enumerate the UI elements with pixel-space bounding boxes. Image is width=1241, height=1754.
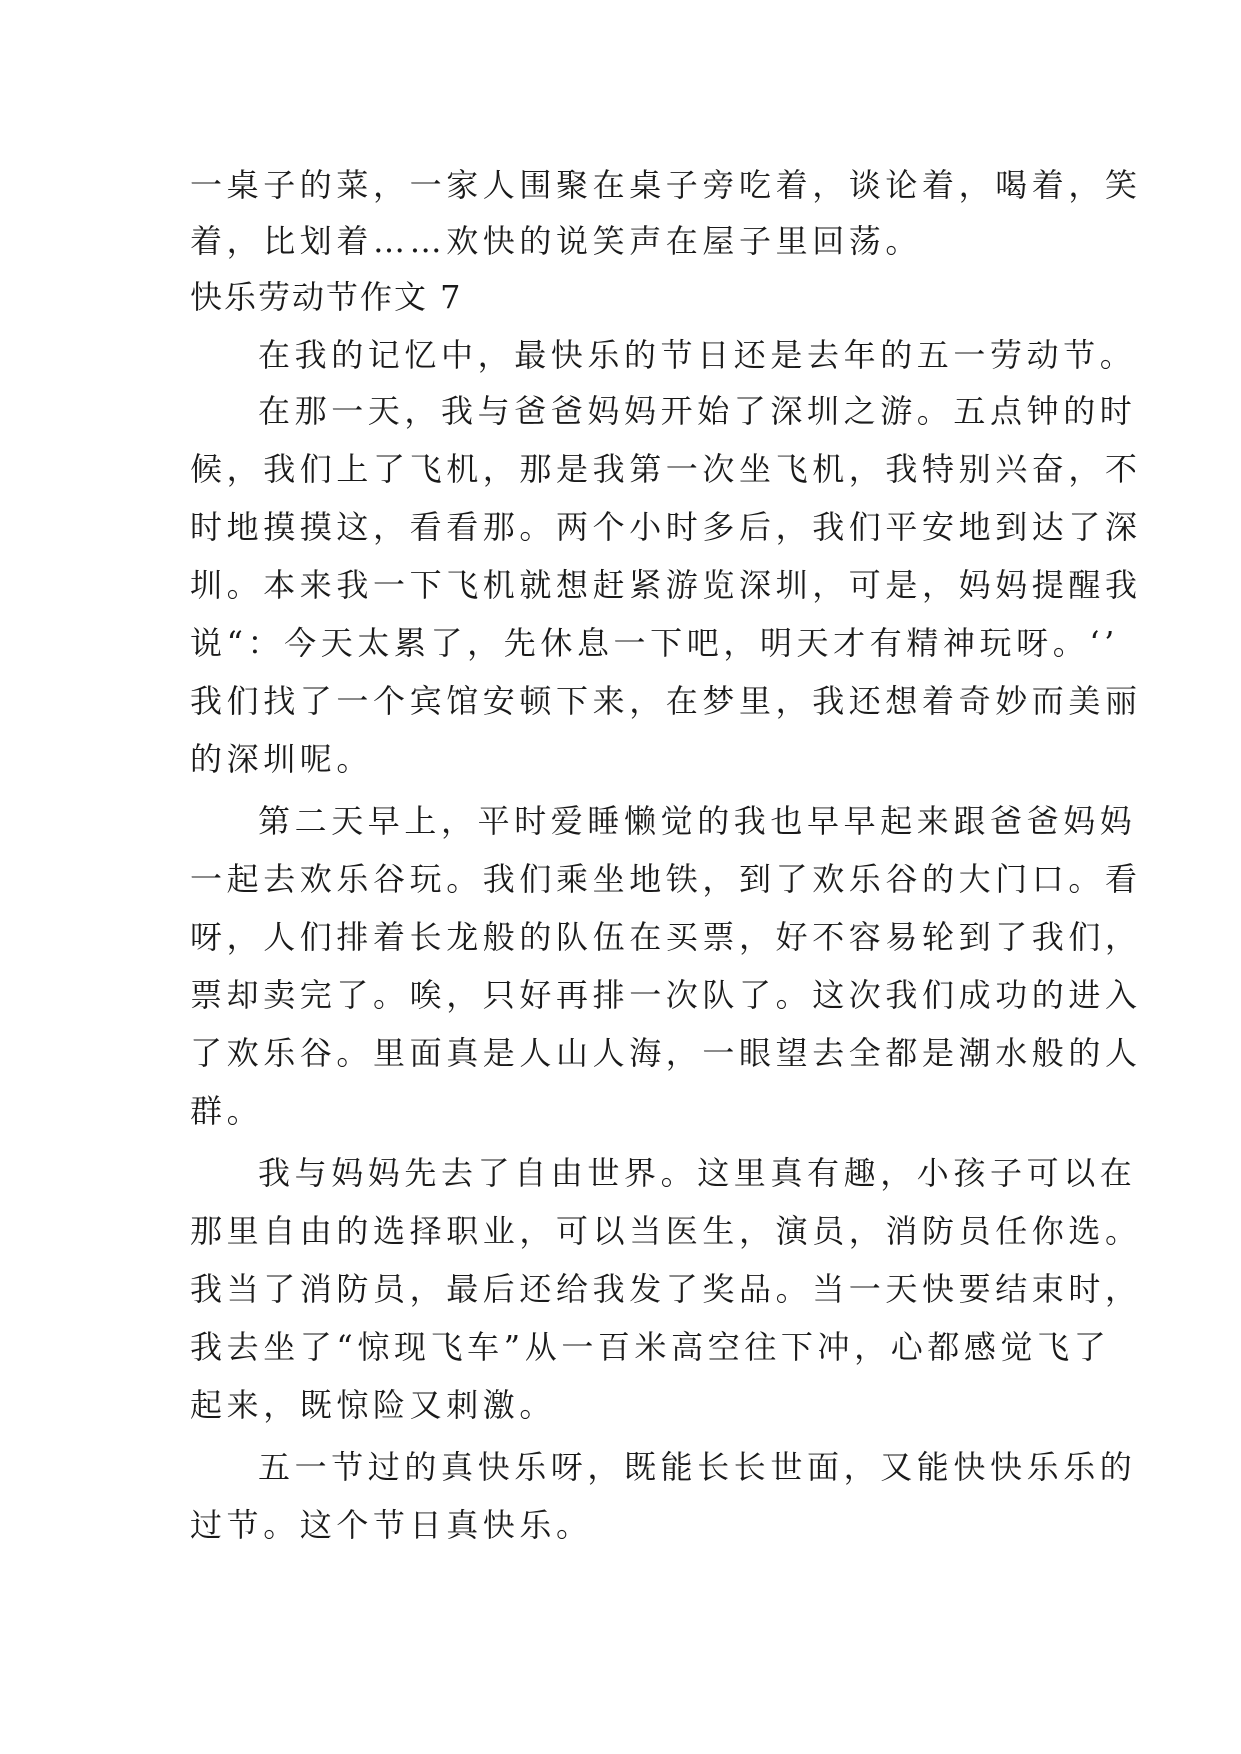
body-text-line: 时地摸摸这，看看那。两个小时多后，我们平安地到达了深	[190, 508, 1142, 546]
body-text-line: 我当了消防员，最后还给我发了奖品。当一天快要结束时，	[190, 1270, 1142, 1308]
body-text-line: 我去坐了“惊现飞车”从一百米高空往下冲，心都感觉飞了	[190, 1328, 1111, 1366]
paragraph-first-line: 在那一天，我与爸爸妈妈开始了深圳之游。五点钟的时	[258, 392, 1137, 430]
body-text-line: 我们找了一个宾馆安顿下来，在梦里，我还想着奇妙而美丽	[190, 682, 1142, 720]
paragraph-first-line: 在我的记忆中，最快乐的节日还是去年的五一劳动节。	[258, 336, 1137, 374]
body-text-line: 过节。这个节日真快乐。	[190, 1506, 593, 1544]
body-text-line: 说“：今天太累了，先休息一下吧，明天才有精神玩呀。‘’	[190, 624, 1119, 662]
paragraph-first-line: 五一节过的真快乐呀，既能长长世面，又能快快乐乐的	[258, 1448, 1137, 1486]
body-text-line: 那里自由的选择职业，可以当医生，演员，消防员任你选。	[190, 1212, 1142, 1250]
body-text-line: 着，比划着……欢快的说笑声在屋子里回荡。	[190, 222, 923, 260]
body-text-line: 候，我们上了飞机，那是我第一次坐飞机，我特别兴奋，不	[190, 450, 1142, 488]
body-text-line: 呀，人们排着长龙般的队伍在买票，好不容易轮到了我们，	[190, 918, 1142, 956]
body-text-line: 起来，既惊险又刺激。	[190, 1386, 557, 1424]
paragraph-first-line: 第二天早上，平时爱睡懒觉的我也早早起来跟爸爸妈妈	[258, 802, 1137, 840]
body-text-line: 了欢乐谷。里面真是人山人海，一眼望去全都是潮水般的人	[190, 1034, 1142, 1072]
body-text-line: 群。	[190, 1092, 264, 1130]
section-heading: 快乐劳动节作文 7	[190, 278, 463, 316]
body-text-line: 一桌子的菜，一家人围聚在桌子旁吃着，谈论着，喝着，笑	[190, 166, 1142, 204]
body-text-line: 票却卖完了。唉，只好再排一次队了。这次我们成功的进入	[190, 976, 1142, 1014]
body-text-line: 的深圳呢。	[190, 740, 374, 778]
body-text-line: 圳。本来我一下飞机就想赶紧游览深圳，可是，妈妈提醒我	[190, 566, 1142, 604]
body-text-line: 一起去欢乐谷玩。我们乘坐地铁，到了欢乐谷的大门口。看	[190, 860, 1142, 898]
paragraph-first-line: 我与妈妈先去了自由世界。这里真有趣，小孩子可以在	[258, 1154, 1137, 1192]
